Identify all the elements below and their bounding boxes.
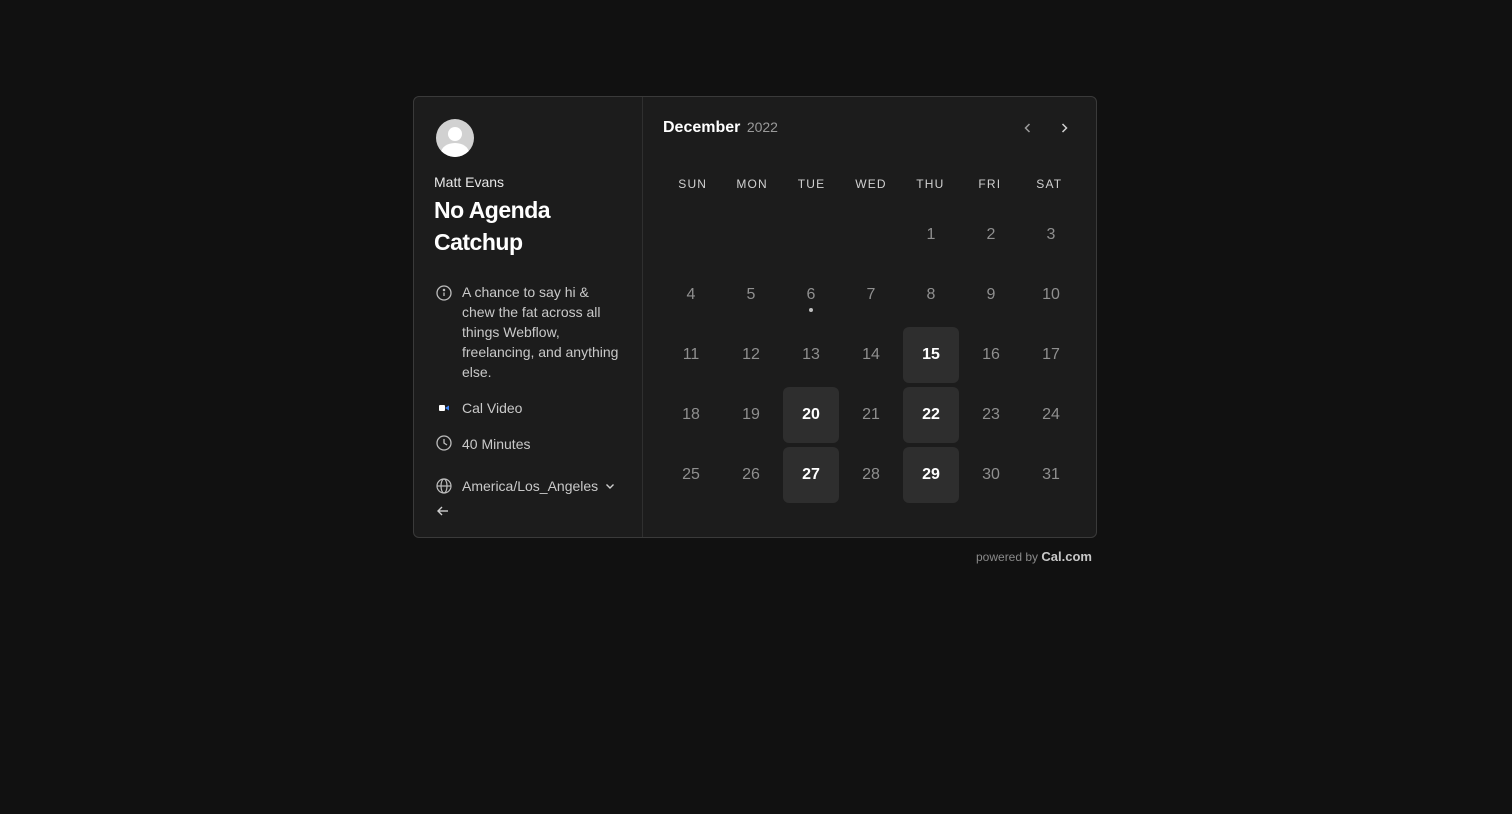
avatar-body: [441, 143, 469, 157]
location-label: Cal Video: [462, 400, 523, 416]
event-title: No Agenda Catchup: [434, 197, 551, 255]
day-19: [723, 387, 779, 443]
day-number: 26: [742, 466, 760, 483]
day-number: 24: [1042, 406, 1060, 423]
weekday-mon: MON: [736, 177, 768, 191]
weekday-tue: TUE: [797, 177, 826, 191]
day-28: [843, 447, 899, 503]
empty-cell: [723, 207, 779, 263]
day-number: 13: [802, 346, 820, 363]
day-number: 14: [862, 346, 880, 363]
empty-cell: [783, 207, 839, 263]
day-23: [963, 387, 1019, 443]
prev-month-button[interactable]: [1018, 118, 1038, 138]
cal-logo[interactable]: Cal.com: [1041, 549, 1092, 564]
timezone-label: America/Los_Angeles: [462, 478, 599, 494]
weekday-thu: THU: [916, 177, 945, 191]
month-header: [663, 119, 778, 137]
day-number: 7: [866, 286, 876, 303]
day-number: 12: [742, 346, 760, 363]
day-number: 9: [986, 286, 996, 303]
day-8: [903, 267, 959, 323]
day-number: 30: [982, 466, 1000, 483]
day-number: 20: [802, 406, 820, 423]
booking-card: [413, 96, 1097, 538]
day-16: [963, 327, 1019, 383]
day-number: 23: [982, 406, 1000, 423]
chevron-down-icon: [604, 480, 616, 492]
day-number: 1: [926, 226, 936, 243]
day-21: [843, 387, 899, 443]
day-number: 8: [926, 286, 936, 303]
chevron-right-icon: [1058, 122, 1070, 134]
day-20[interactable]: [783, 387, 839, 443]
avatar-head: [448, 127, 462, 141]
day-number: 31: [1042, 466, 1060, 483]
day-7: [843, 267, 899, 323]
day-14: [843, 327, 899, 383]
duration-label: 40 Minutes: [462, 436, 531, 452]
day-number: 19: [742, 406, 760, 423]
powered-by: [976, 549, 1092, 564]
chevron-left-icon: [1022, 122, 1034, 134]
weekday-sat: SAT: [1036, 177, 1063, 191]
day-number: 4: [686, 286, 696, 303]
timezone-select[interactable]: [434, 476, 622, 496]
description-row: [434, 282, 622, 382]
day-13: [783, 327, 839, 383]
day-11: [663, 327, 719, 383]
day-number: 5: [746, 286, 756, 303]
day-number: 29: [922, 466, 940, 483]
weekday-wed: WED: [855, 177, 887, 191]
clock-icon: [434, 434, 454, 454]
weekday-header: [663, 177, 1079, 191]
day-number: 11: [682, 346, 700, 363]
day-10: [1023, 267, 1079, 323]
day-29[interactable]: [903, 447, 959, 503]
day-number: 25: [682, 466, 700, 483]
day-5: [723, 267, 779, 323]
day-2: [963, 207, 1019, 263]
day-22[interactable]: [903, 387, 959, 443]
day-number: 6: [806, 286, 816, 303]
weekday-sun: SUN: [678, 177, 708, 191]
location-row: [434, 398, 622, 418]
day-4: [663, 267, 719, 323]
day-1: [903, 207, 959, 263]
day-24: [1023, 387, 1079, 443]
day-17: [1023, 327, 1079, 383]
day-18: [663, 387, 719, 443]
calendar-panel: [643, 97, 1096, 537]
day-12: [723, 327, 779, 383]
today-indicator: [809, 308, 813, 312]
day-26: [723, 447, 779, 503]
empty-cell: [663, 207, 719, 263]
day-number: 16: [982, 346, 1000, 363]
day-3: [1023, 207, 1079, 263]
host-name: Matt Evans: [434, 174, 505, 190]
day-number: 2: [986, 226, 996, 243]
event-description: A chance to say hi & chew the fat across all things Webflow, freelancing, and anything else.: [462, 284, 619, 380]
day-number: 15: [922, 346, 940, 363]
video-camera-icon: [434, 398, 454, 418]
back-arrow-icon[interactable]: [436, 504, 452, 520]
day-number: 3: [1046, 226, 1056, 243]
globe-icon: [434, 476, 454, 496]
day-number: 21: [862, 406, 880, 423]
event-details-panel: [414, 97, 643, 537]
day-15[interactable]: [903, 327, 959, 383]
powered-by-text: powered by: [976, 550, 1039, 564]
empty-cell: [843, 207, 899, 263]
duration-row: [434, 434, 622, 454]
weekday-fri: FRI: [978, 177, 1002, 191]
day-number: 18: [682, 406, 700, 423]
year-label: 2022: [746, 119, 778, 135]
day-number: 22: [922, 406, 940, 423]
day-9: [963, 267, 1019, 323]
day-number: 17: [1042, 346, 1060, 363]
month-label: December: [663, 119, 741, 136]
day-27[interactable]: [783, 447, 839, 503]
day-6: [783, 267, 839, 323]
day-number: 10: [1042, 286, 1060, 303]
day-number: 27: [802, 466, 820, 483]
calendar-grid: [663, 207, 1079, 503]
next-month-button[interactable]: [1054, 118, 1074, 138]
day-31: [1023, 447, 1079, 503]
day-number: 28: [862, 466, 880, 483]
day-30: [963, 447, 1019, 503]
avatar: [436, 119, 474, 157]
day-25: [663, 447, 719, 503]
info-icon: [434, 282, 454, 302]
